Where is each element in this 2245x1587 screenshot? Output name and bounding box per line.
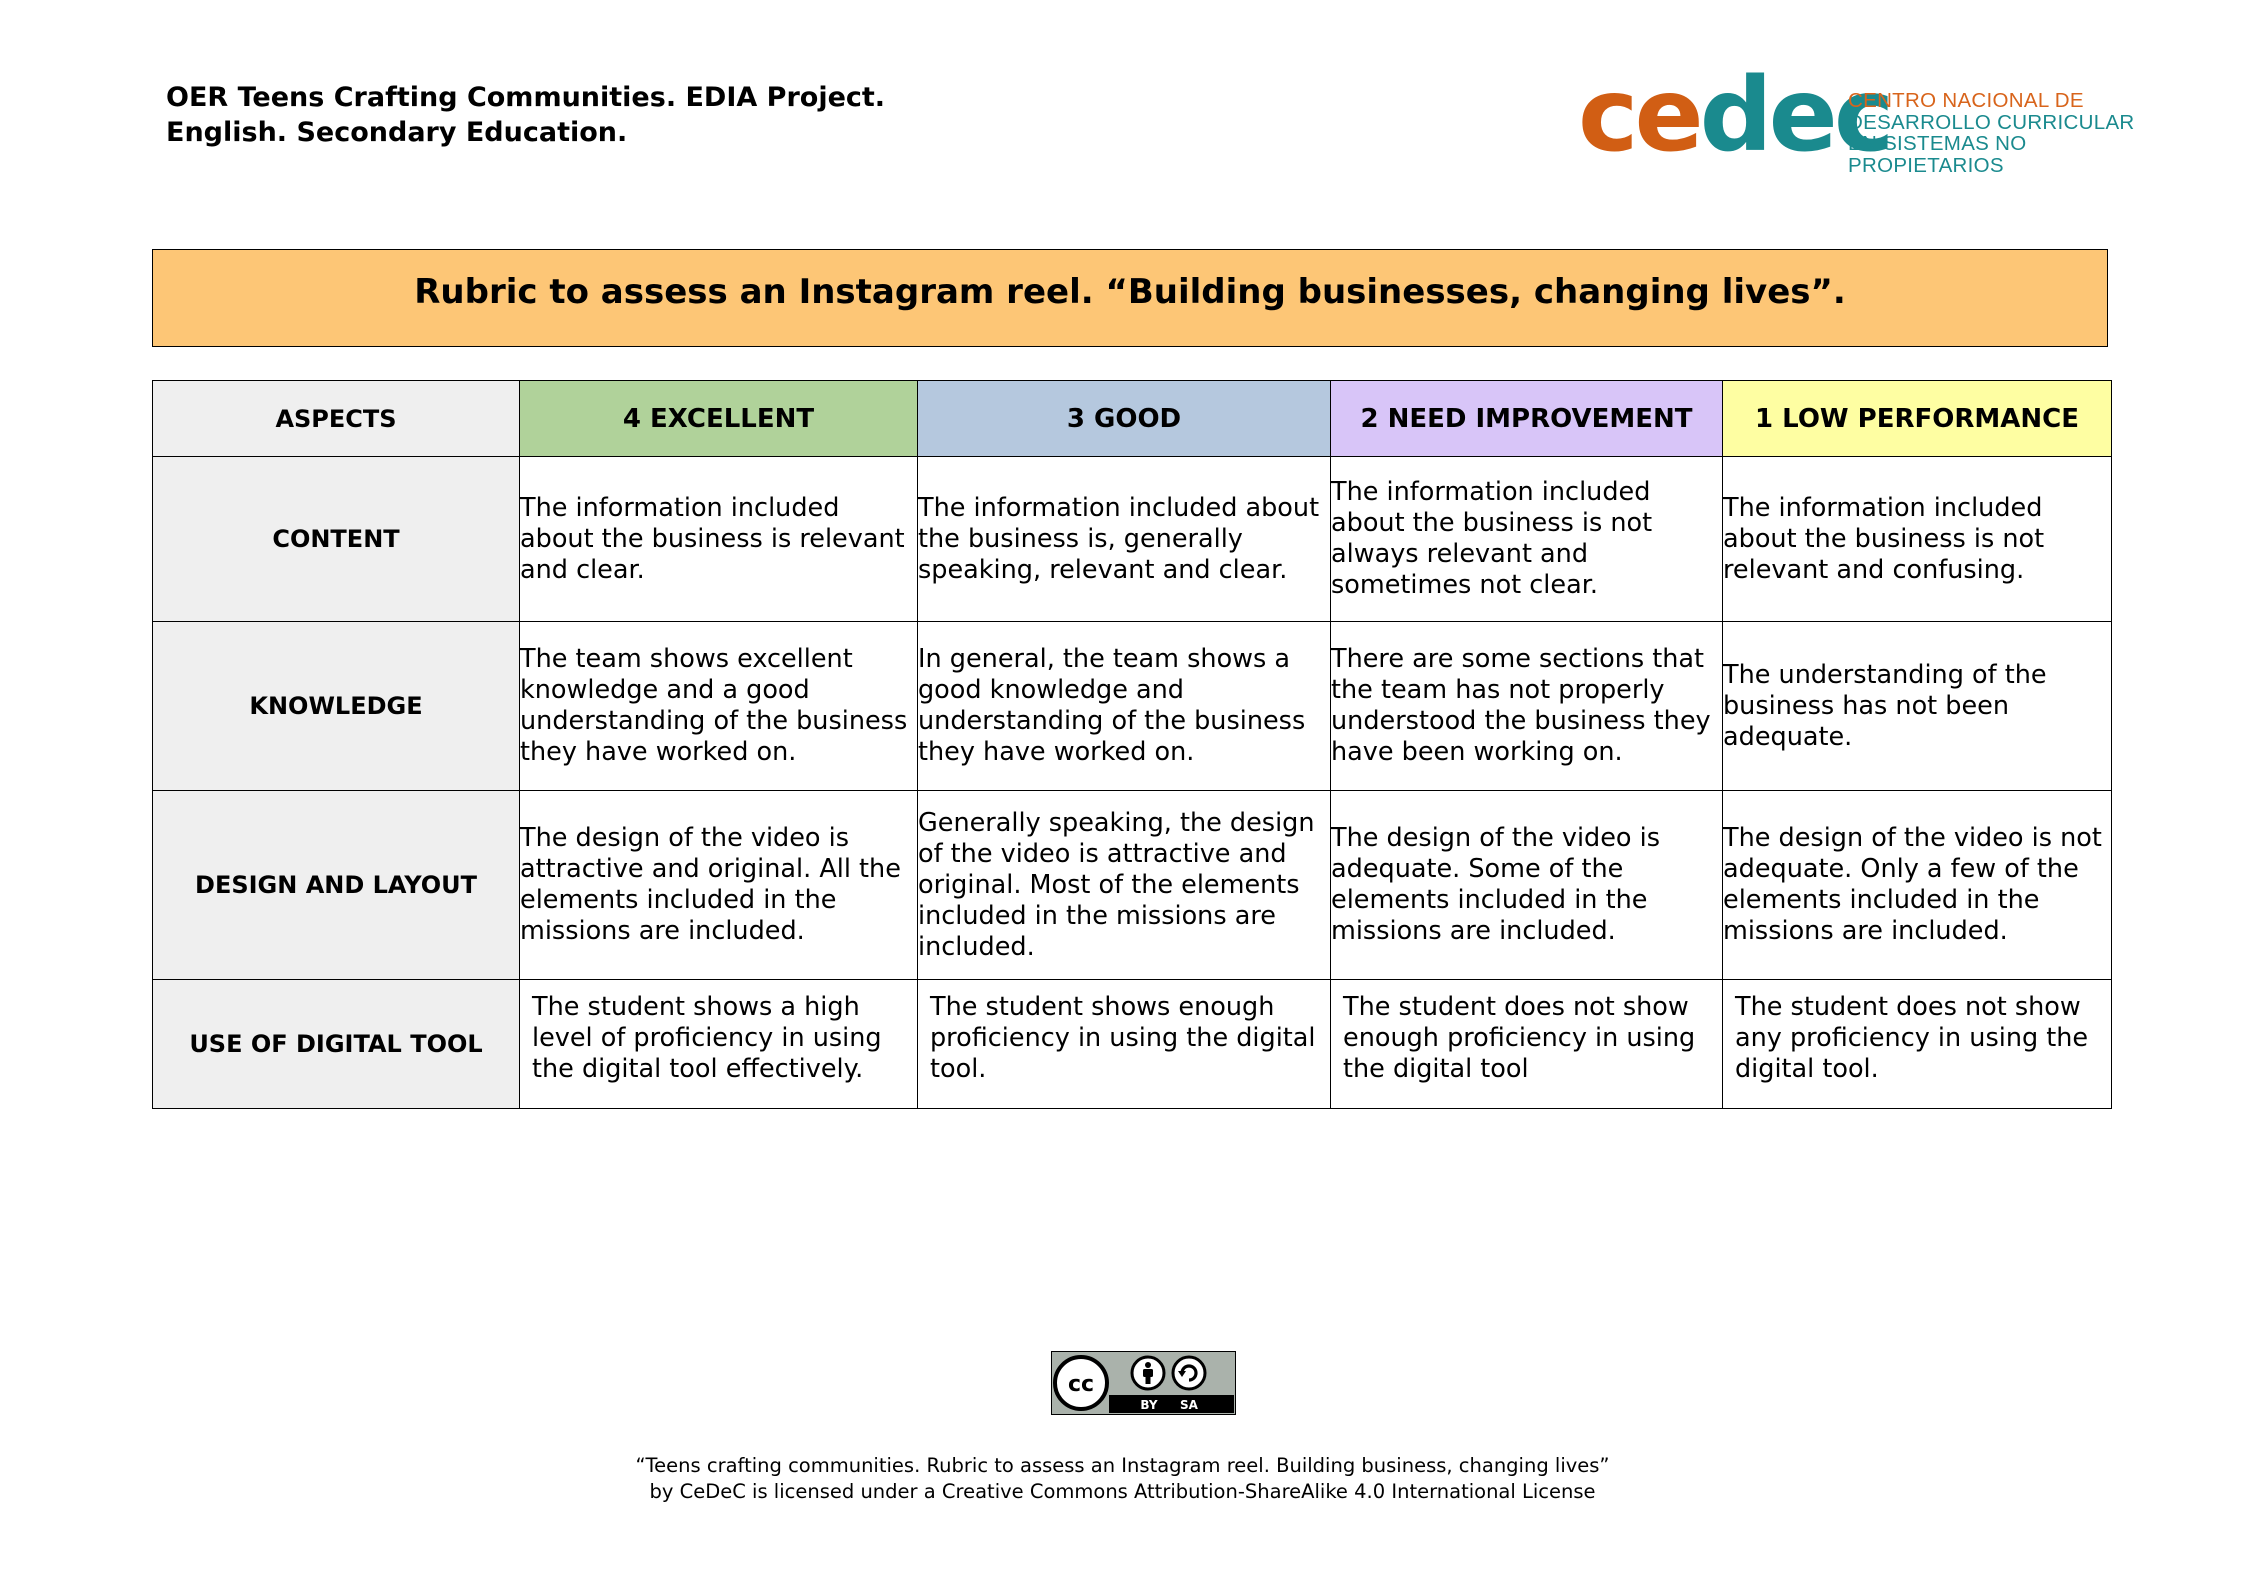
- table-header-row: [153, 381, 2112, 457]
- header-good: 3 GOOD: [918, 381, 1331, 457]
- table-cell: The information included about the business is not relevant and confusing.: [1723, 457, 2112, 622]
- share-alike-icon: [1173, 1357, 1205, 1389]
- header-line-2: English. Secondary Education.: [166, 117, 628, 148]
- table-cell: There are some sections that the team has not properly understood the business they have been working on.: [1331, 622, 1723, 791]
- table-row: [153, 791, 2112, 980]
- table-cell: The student does not show any proficiency in using the digital tool.: [1723, 980, 2112, 1109]
- table-row: [153, 622, 2112, 791]
- footer-line-1: “Teens crafting communities. Rubric to assess an Instagram reel. Building business, changing lives”: [635, 1454, 1610, 1477]
- table-cell: The student does not show enough proficiency in using the digital tool: [1331, 980, 1723, 1109]
- rubric-title: Rubric to assess an Instagram reel. “Building businesses, changing lives”.: [414, 272, 1846, 312]
- table-cell: The information included about the business is relevant and clear.: [520, 457, 918, 622]
- footer-line-2: by CeDeC is licensed under a Creative Commons Attribution-ShareAlike 4.0 International License: [649, 1480, 1596, 1503]
- table-row: [153, 980, 2112, 1109]
- header-line-1: OER Teens Crafting Communities. EDIA Project.: [166, 82, 886, 113]
- aspect-design-and-layout: DESIGN AND LAYOUT: [153, 791, 520, 980]
- table-cell: The student shows a high level of proficiency in using the digital tool effectively.: [520, 980, 918, 1109]
- cedec-logo-subtitle: [1848, 90, 2148, 176]
- document-header: [166, 80, 885, 150]
- header-low-performance: 1 LOW PERFORMANCE: [1723, 381, 2112, 457]
- table-cell: The design of the video is attractive and original. All the elements included in the missions are included.: [520, 791, 918, 980]
- cedec-logo-word: [1578, 56, 1890, 176]
- cedec-logo: [1578, 56, 2148, 177]
- rubric-table: [152, 380, 2112, 1109]
- aspect-knowledge: KNOWLEDGE: [153, 622, 520, 791]
- cc-icon: [1055, 1357, 1107, 1409]
- table-cell: The information included about the business is not always relevant and sometimes not clear.: [1331, 457, 1723, 622]
- header-need-improvement: 2 NEED IMPROVEMENT: [1331, 381, 1723, 457]
- table-cell: In general, the team shows a good knowledge and understanding of the business they have worked on.: [918, 622, 1331, 791]
- table-cell: The team shows excellent knowledge and a good understanding of the business they have worked on.: [520, 622, 918, 791]
- badge-sa-label: SA: [1180, 1398, 1198, 1412]
- header-aspects: ASPECTS: [153, 381, 520, 457]
- badge-by-label: BY: [1140, 1398, 1158, 1412]
- table-row: [153, 457, 2112, 622]
- aspect-use-of-digital-tool: USE OF DIGITAL TOOL: [153, 980, 520, 1109]
- table-cell: The understanding of the business has not been adequate.: [1723, 622, 2112, 791]
- header-excellent: 4 EXCELLENT: [520, 381, 918, 457]
- logo-word-part-2: dec: [1699, 56, 1891, 175]
- table-cell: The design of the video is not adequate. Only a few of the elements included in the missions are included.: [1723, 791, 2112, 980]
- cc-by-sa-license-badge[interactable]: [1051, 1351, 1236, 1415]
- logo-sub-line-1: CENTRO NACIONAL DE: [1848, 89, 2084, 112]
- table-cell: The design of the video is adequate. Some of the elements included in the missions are included.: [1331, 791, 1723, 980]
- license-footer: [0, 1453, 2245, 1505]
- aspect-content: CONTENT: [153, 457, 520, 622]
- rubric-title-box: [152, 249, 2108, 347]
- logo-sub-line-2: DESARROLLO CURRICULAR: [1848, 110, 2135, 134]
- table-cell: Generally speaking, the design of the video is attractive and original. Most of the elements included in the missions are included.: [918, 791, 1331, 980]
- table-cell: The student shows enough proficiency in using the digital tool.: [918, 980, 1331, 1109]
- logo-word-part-1: ce: [1578, 56, 1700, 175]
- attribution-icon: [1132, 1357, 1164, 1389]
- logo-sub-line-3: EN SISTEMAS NO PROPIETARIOS: [1848, 132, 2027, 177]
- cc-icon-label: cc: [1067, 1372, 1095, 1397]
- table-cell: The information included about the business is, generally speaking, relevant and clear.: [918, 457, 1331, 622]
